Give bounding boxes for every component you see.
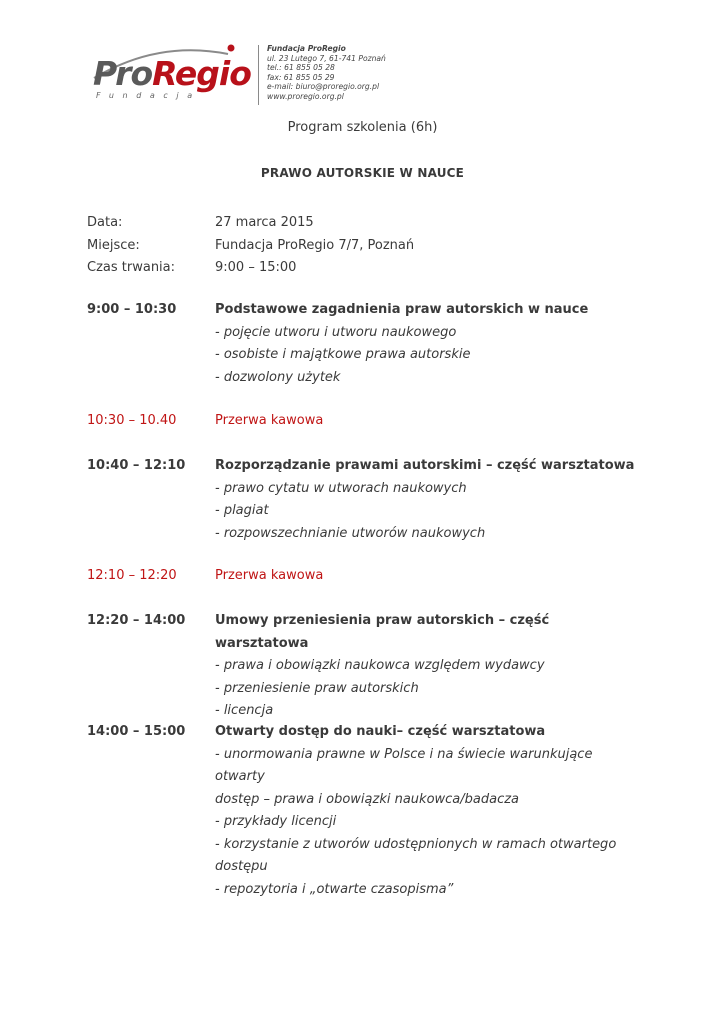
schedule-break-2 <box>87 565 635 588</box>
info-label: Miejsce: <box>87 237 140 253</box>
session-topic: Rozporządzanie prawami autorskimi – część warsztatowa <box>215 458 635 473</box>
header-divider <box>258 45 259 105</box>
contact-tel: tel.: 61 855 05 28 <box>267 63 335 72</box>
session-item: - dozwolony użytek <box>215 369 341 385</box>
logo-wordmark: ProRegio <box>93 54 251 93</box>
schedule-session-1 <box>87 299 635 389</box>
session-topic: Otwarty dostęp do nauki– część warsztatowa <box>215 724 546 739</box>
info-value: 9:00 – 15:00 <box>215 260 297 275</box>
info-value: 27 marca 2015 <box>215 215 314 230</box>
info-row-place <box>87 235 414 258</box>
program-subtitle: Program szkolenia (6h) <box>287 120 438 135</box>
info-label: Data: <box>87 215 123 230</box>
contact-www[interactable]: www.proregio.org.pl <box>267 91 344 101</box>
proregio-logo <box>88 42 258 110</box>
session-item: - pojęcie utworu i utworu naukowego <box>215 324 457 340</box>
session-item: - plagiat <box>215 503 269 518</box>
session-time: 14:00 – 15:00 <box>87 724 186 739</box>
session-item: - korzystanie z utworów udostępnionych w ramach otwartego <box>215 836 617 852</box>
contact-block <box>267 44 386 101</box>
logo-subtext: Fundacja <box>96 91 201 100</box>
session-item: dostępu <box>215 859 268 874</box>
session-time: 10:40 – 12:10 <box>87 458 186 473</box>
info-row-duration <box>87 257 414 280</box>
training-title: PRAWO AUTORSKIE W NAUCE <box>260 166 465 180</box>
session-item: - repozytoria i „otwarte czasopisma” <box>215 881 454 897</box>
contact-org: Fundacja ProRegio <box>267 44 346 53</box>
break-label: Przerwa kawowa <box>215 568 324 583</box>
schedule-session-3 <box>87 610 635 723</box>
session-time: 9:00 – 10:30 <box>87 302 177 317</box>
session-item: - przykłady licencji <box>215 814 337 829</box>
contact-fax: fax: 61 855 05 29 <box>267 72 335 82</box>
contact-address: ul. 23 Lutego 7, 61-741 Poznań <box>267 53 386 63</box>
info-value: Fundacja ProRegio 7/7, Poznań <box>215 237 415 253</box>
session-item: - unormowania prawne w Polsce i na świecie warunkujące otwarty <box>215 746 593 784</box>
schedule-session-4 <box>87 721 635 901</box>
session-item: dostęp – prawa i obowiązki naukowca/badacza <box>215 791 520 807</box>
info-table <box>87 212 414 280</box>
break-time: 12:10 – 12:20 <box>87 568 177 583</box>
break-label: Przerwa kawowa <box>215 413 324 428</box>
info-row-date <box>87 212 414 235</box>
contact-email[interactable]: e-mail: biuro@proregio.org.pl <box>267 82 380 91</box>
info-label: Czas trwania: <box>87 260 176 275</box>
session-item: - rozpowszechnianie utworów naukowych <box>215 525 486 541</box>
session-item: - prawo cytatu w utworach naukowych <box>215 480 467 496</box>
schedule-session-2 <box>87 455 635 545</box>
break-time: 10:30 – 10.40 <box>87 413 177 428</box>
session-item: - przeniesienie praw autorskich <box>215 680 419 696</box>
session-item: - licencja <box>215 703 274 718</box>
session-topic: Podstawowe zagadnienia praw autorskich w nauce <box>215 302 589 317</box>
session-topic: Umowy przeniesienia praw autorskich – część warsztatowa <box>215 613 550 651</box>
session-time: 12:20 – 14:00 <box>87 613 186 628</box>
session-item: - osobiste i majątkowe prawa autorskie <box>215 347 471 362</box>
session-item: - prawa i obowiązki naukowca względem wydawcy <box>215 658 545 673</box>
schedule-break-1 <box>87 410 635 433</box>
